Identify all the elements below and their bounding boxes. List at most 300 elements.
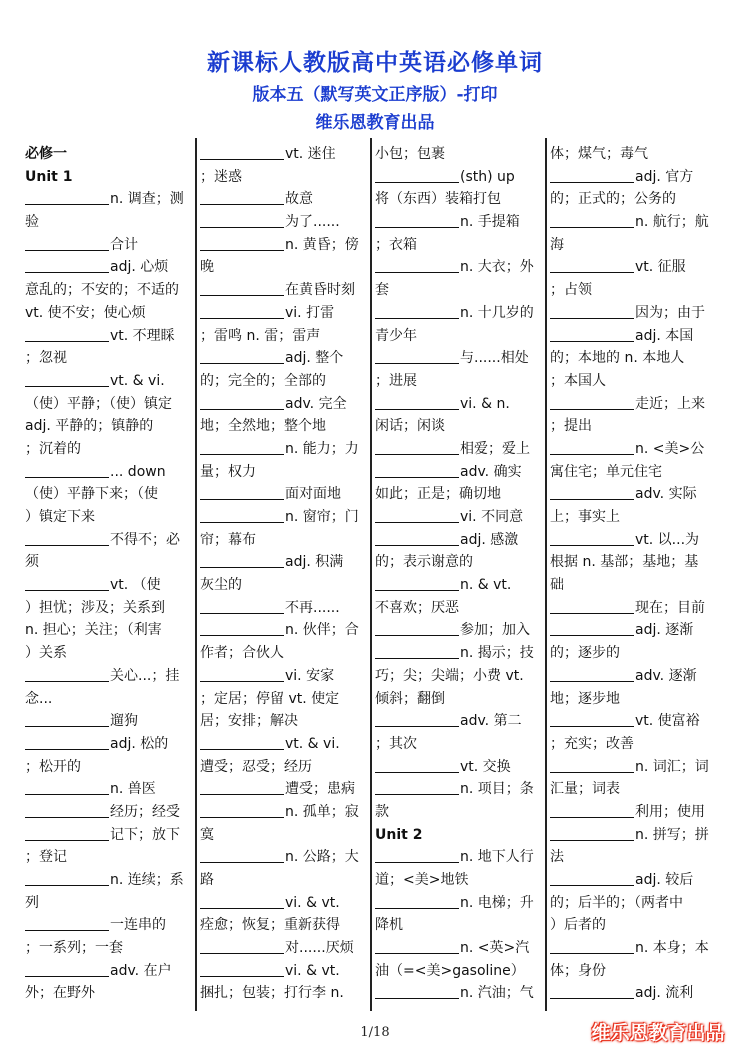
vocab-text: n. 兽医	[110, 781, 156, 798]
vocab-text: ；沉着的	[25, 440, 81, 457]
answer-blank	[375, 938, 459, 954]
vocab-line	[25, 960, 195, 983]
vocab-line	[550, 710, 720, 733]
answer-blank	[375, 893, 459, 909]
vocab-line	[550, 325, 720, 348]
answer-blank	[200, 961, 284, 977]
vocab-line	[200, 347, 370, 370]
answer-blank	[375, 394, 459, 410]
vocab-line	[25, 914, 195, 937]
vocab-text: 量；权力	[200, 463, 256, 480]
vocab-line	[25, 256, 195, 279]
vocab-text: 体；身份	[550, 962, 606, 979]
vocab-text: adj. 心烦	[110, 259, 169, 276]
vocab-text: adv. 逐渐	[635, 667, 697, 684]
vocab-text: ；松开的	[25, 758, 81, 775]
vocab-line	[550, 551, 720, 574]
answer-blank	[25, 915, 109, 931]
answer-blank	[375, 303, 459, 319]
vocab-text: 痊愈；恢复；重新获得	[200, 917, 340, 934]
vocab-line	[550, 756, 720, 779]
vocab-line	[25, 665, 195, 688]
vocab-line	[550, 279, 720, 302]
vocab-text: vt. 以...为	[635, 531, 700, 548]
vocab-line	[25, 642, 195, 665]
answer-blank	[25, 257, 109, 273]
vocab-text: n. 拼写；拼	[635, 826, 709, 843]
vocab-line	[200, 665, 370, 688]
answer-blank	[25, 870, 109, 886]
vocab-line	[25, 982, 195, 1005]
vocab-line	[200, 733, 370, 756]
vocab-line	[200, 529, 370, 552]
answer-blank	[200, 394, 284, 410]
vocab-text: ；迷惑	[200, 168, 242, 185]
vocab-line	[375, 438, 545, 461]
vocab-text: 遛狗	[110, 713, 138, 730]
section-heading	[25, 166, 195, 189]
answer-blank	[200, 484, 284, 500]
vocab-text: adj. 感激	[460, 531, 519, 548]
vocab-line	[550, 892, 720, 915]
vocab-line	[25, 438, 195, 461]
answer-blank	[200, 802, 284, 818]
vocab-text: 遭受；忍受；经历	[200, 758, 312, 775]
vocab-text: adj. 积满	[285, 554, 344, 571]
vocab-line	[25, 325, 195, 348]
vocab-text: n. & vt.	[460, 577, 512, 594]
answer-blank	[200, 893, 284, 909]
vocab-line	[200, 574, 370, 597]
answer-blank	[25, 666, 109, 682]
vocab-text: 须	[25, 554, 39, 571]
vocab-text: 晚	[200, 259, 214, 276]
vocab-line	[375, 733, 545, 756]
answer-blank	[550, 938, 634, 954]
vocab-line	[25, 302, 195, 325]
vocab-line	[375, 960, 545, 983]
vocab-text: 不喜欢；厌恶	[375, 599, 459, 616]
vocab-line	[200, 688, 370, 711]
answer-blank	[550, 802, 634, 818]
answer-blank	[550, 303, 634, 319]
vocab-text: 的；逐步的	[550, 645, 620, 662]
vocab-line	[550, 370, 720, 393]
vocab-line	[375, 279, 545, 302]
answer-blank	[550, 530, 634, 546]
vocab-line	[25, 824, 195, 847]
vocab-text: ；本国人	[550, 372, 606, 389]
vocab-text: 小包；包裹	[375, 146, 445, 162]
vocab-line	[550, 619, 720, 642]
answer-blank	[25, 462, 109, 478]
vocab-text: n. 孤单；寂	[285, 803, 359, 820]
answer-blank	[375, 575, 459, 591]
vocab-text: 灰尘的	[200, 577, 242, 594]
vocab-text: (sth) up	[460, 168, 515, 185]
vocab-text: n. 黄昏；傍	[285, 236, 359, 253]
vocab-text: 列	[25, 894, 39, 911]
vocab-line	[200, 393, 370, 416]
answer-blank	[25, 530, 109, 546]
vocab-line	[550, 960, 720, 983]
vocab-text: 的；正式的；公务的	[550, 191, 676, 208]
vocab-text: adj. 官方	[635, 168, 694, 185]
vocab-line	[200, 778, 370, 801]
answer-blank	[200, 144, 284, 160]
vocab-line	[200, 166, 370, 189]
vocab-line	[550, 642, 720, 665]
vocab-text: n. 项目；条	[460, 781, 534, 798]
vocab-text: adj. 松的	[110, 735, 169, 752]
vocab-line	[200, 506, 370, 529]
answer-blank	[550, 757, 634, 773]
answer-blank	[550, 598, 634, 614]
vocab-text: vt. & vi.	[110, 372, 165, 389]
answer-blank	[200, 734, 284, 750]
vocab-text: 的；后半的；（两者中	[550, 894, 683, 911]
vocab-line	[25, 597, 195, 620]
answer-blank	[25, 779, 109, 795]
answer-blank	[200, 280, 284, 296]
vocab-text: adj. 平静的；镇静的	[25, 418, 154, 435]
vocab-text: 为了......	[285, 214, 340, 231]
vocab-text: adv. 第二	[460, 713, 522, 730]
vocab-text: n. 伙伴；合	[285, 622, 359, 639]
vocab-column-3	[375, 143, 545, 1005]
answer-blank	[375, 530, 459, 546]
vocab-text: 上；事实上	[550, 509, 620, 525]
vocab-text: n. 能力；力	[285, 440, 359, 457]
vocab-line	[200, 846, 370, 869]
vocab-text: 海	[550, 236, 564, 253]
vocab-line	[25, 551, 195, 574]
answer-blank	[25, 825, 109, 841]
vocab-line	[25, 506, 195, 529]
vocab-text: n. 公路；大	[285, 849, 359, 866]
answer-blank	[25, 802, 109, 818]
vocab-text: 走近；上来	[635, 395, 705, 412]
vocab-text: vt. （使	[110, 577, 161, 594]
vocab-line	[25, 756, 195, 779]
vocab-line	[375, 710, 545, 733]
vocab-line	[550, 574, 720, 597]
vocab-text: 意乱的；不安的；不适的	[25, 282, 179, 299]
vocab-line	[200, 370, 370, 393]
vocab-text: 捆扎；包装；打行李 n.	[200, 985, 344, 1002]
vocab-line	[25, 869, 195, 892]
answer-blank	[375, 167, 459, 183]
vocab-line	[375, 688, 545, 711]
answer-blank	[25, 711, 109, 727]
vocab-line	[550, 846, 720, 869]
vocab-text: ；忽视	[25, 350, 67, 367]
answer-blank	[200, 439, 284, 455]
vocab-line	[25, 188, 195, 211]
vocab-line	[25, 937, 195, 960]
vocab-line	[200, 325, 370, 348]
vocab-text: vi. 安家	[285, 667, 335, 684]
vocab-text: n. <美>公	[635, 440, 705, 457]
vocab-text: 地；全然地；整个地	[200, 418, 326, 435]
vocab-line	[25, 370, 195, 393]
vocab-line	[375, 551, 545, 574]
vocab-text: 经历；经受	[110, 803, 180, 820]
vocab-line	[200, 756, 370, 779]
vocab-text: 与......相处	[460, 350, 529, 367]
vocab-line	[550, 393, 720, 416]
vocab-text: 在黄昏时刻	[285, 282, 355, 299]
vocab-line	[375, 778, 545, 801]
vocab-text: 寓住宅；单元住宅	[550, 463, 662, 480]
vocab-line	[375, 256, 545, 279]
vocab-line	[550, 801, 720, 824]
vocab-text: 的；本地的 n. 本地人	[550, 350, 685, 367]
vocab-line	[550, 302, 720, 325]
answer-blank	[200, 235, 284, 251]
vocab-text: 对......厌烦	[285, 940, 354, 957]
vocab-line	[375, 234, 545, 257]
vocab-line	[200, 415, 370, 438]
vocab-line	[200, 302, 370, 325]
answer-blank	[375, 212, 459, 228]
vocab-text: 面对面地	[285, 486, 341, 503]
vocab-text: 油（=<美>gasoline）	[375, 962, 525, 979]
vocab-text: 体；煤气；毒气	[550, 146, 648, 162]
vocab-line	[550, 256, 720, 279]
vocab-text: 汇量；词表	[550, 781, 620, 798]
vocab-text: n. 航行；航	[635, 214, 709, 231]
vocab-line	[550, 778, 720, 801]
vocab-line	[375, 937, 545, 960]
vocab-text: 现在；目前	[635, 599, 705, 616]
vocab-text: 的；完全的；全部的	[200, 372, 326, 389]
answer-blank	[550, 484, 634, 500]
vocab-text: 念...	[25, 690, 53, 707]
answer-blank	[375, 348, 459, 364]
vocab-text: Unit 1	[25, 168, 73, 185]
vocab-text: 帘；幕布	[200, 531, 256, 548]
vocab-text: vt. 征服	[635, 259, 686, 276]
answer-blank	[200, 552, 284, 568]
answer-blank	[550, 666, 634, 682]
vocab-line	[200, 188, 370, 211]
answer-blank	[200, 938, 284, 954]
vocab-line	[375, 619, 545, 642]
vocab-line	[200, 642, 370, 665]
answer-blank	[25, 371, 109, 387]
vocab-line	[550, 461, 720, 484]
answer-blank	[25, 326, 109, 342]
page-subtitle: 版本五（默写英文正序版）-打印	[252, 85, 498, 105]
vocab-line	[25, 846, 195, 869]
vocab-line	[375, 325, 545, 348]
vocab-text: 如此；正是；确切地	[375, 486, 501, 503]
vocab-line	[375, 483, 545, 506]
vocab-line	[375, 461, 545, 484]
vocab-text: 将（东西）装箱打包	[375, 191, 501, 208]
column-divider	[370, 138, 372, 1011]
vocab-text: adj. 流利	[635, 985, 694, 1002]
vocab-line	[550, 415, 720, 438]
vocab-text: ；占领	[550, 282, 592, 299]
answer-blank	[550, 167, 634, 183]
answer-blank	[375, 439, 459, 455]
vocab-line	[200, 892, 370, 915]
vocab-line	[25, 529, 195, 552]
vocab-line	[375, 347, 545, 370]
vocab-line	[375, 302, 545, 325]
vocab-line	[375, 597, 545, 620]
vocab-text: 寞	[200, 826, 214, 843]
answer-blank	[200, 666, 284, 682]
answer-blank	[550, 825, 634, 841]
vocab-line	[375, 914, 545, 937]
vocab-line	[200, 597, 370, 620]
vocab-text: n. 手提箱	[460, 214, 520, 231]
publisher-line: 维乐恩教育出品	[315, 113, 435, 133]
answer-blank	[375, 643, 459, 659]
vocab-text: ）后者的	[550, 917, 606, 934]
answer-blank	[550, 870, 634, 886]
vocab-line	[550, 234, 720, 257]
vocab-text: 降机	[375, 917, 403, 934]
vocab-line	[200, 801, 370, 824]
column-divider	[545, 138, 547, 1011]
vocab-text: vi. & vt.	[285, 894, 340, 911]
vocab-text: vi. 不同意	[460, 509, 524, 525]
vocab-line	[200, 234, 370, 257]
vocab-text: adj. 逐渐	[635, 622, 694, 639]
answer-blank	[200, 212, 284, 228]
vocab-line	[200, 483, 370, 506]
vocab-text: n. 十几岁的	[460, 304, 534, 321]
vocab-line	[25, 778, 195, 801]
answer-blank	[375, 757, 459, 773]
vocab-text: 道；<美>地铁	[375, 872, 469, 888]
answer-blank	[375, 462, 459, 478]
vocab-text: 遭受；患病	[285, 781, 355, 798]
vocab-text: ；登记	[25, 849, 67, 866]
vocab-line	[200, 982, 370, 1005]
vocab-text: ；定居；停留 vt. 使定	[200, 690, 340, 707]
vocab-line	[25, 892, 195, 915]
vocab-text: 青少年	[375, 327, 417, 344]
vocab-line	[200, 438, 370, 461]
vocab-text: n. 词汇；词	[635, 758, 709, 775]
answer-blank	[375, 983, 459, 999]
vocab-text: adj. 较后	[635, 872, 694, 888]
vocab-text: 倾斜；翻倒	[375, 690, 445, 707]
vocab-text: 故意	[285, 191, 313, 208]
vocab-text: ）担忧；涉及；关系到	[25, 599, 165, 616]
answer-blank	[550, 257, 634, 273]
vocab-line	[200, 869, 370, 892]
answer-blank	[25, 734, 109, 750]
vocab-line	[550, 483, 720, 506]
vocab-line	[375, 166, 545, 189]
vocab-text: 验	[25, 214, 39, 231]
answer-blank	[550, 983, 634, 999]
vocab-column-4	[550, 143, 720, 1005]
answer-blank	[200, 303, 284, 319]
answer-blank	[200, 348, 284, 364]
vocab-line	[375, 574, 545, 597]
watermark-logo: 维乐恩教育出品	[591, 1021, 725, 1044]
vocab-line	[200, 211, 370, 234]
answer-blank	[375, 847, 459, 863]
answer-blank	[200, 779, 284, 795]
vocab-line	[25, 415, 195, 438]
vocab-line	[200, 461, 370, 484]
vocab-line	[25, 483, 195, 506]
vocab-line	[375, 529, 545, 552]
vocab-text: 居；安排；解决	[200, 713, 298, 730]
vocab-text: ；一系列；一套	[25, 940, 123, 957]
section-heading	[375, 824, 545, 847]
answer-blank	[375, 257, 459, 273]
vocab-line	[25, 234, 195, 257]
vocab-line	[550, 982, 720, 1005]
vocab-text: adv. 确实	[460, 463, 522, 480]
vocab-text: 不得不；必	[110, 531, 180, 548]
vocab-text: 合计	[110, 236, 138, 253]
vocab-text: adv. 在户	[110, 962, 172, 979]
answer-blank	[200, 620, 284, 636]
answer-blank	[550, 212, 634, 228]
vocab-text: n. <英>汽	[460, 940, 530, 957]
vocab-line	[375, 846, 545, 869]
vocab-line	[200, 914, 370, 937]
answer-blank	[200, 507, 284, 523]
answer-blank	[550, 394, 634, 410]
column-divider	[195, 138, 197, 1011]
vocab-line	[550, 597, 720, 620]
vocab-text: 因为；由于	[635, 304, 705, 321]
vocab-line	[375, 415, 545, 438]
vocab-line	[25, 619, 195, 642]
answer-blank	[25, 189, 109, 205]
vocab-line	[25, 393, 195, 416]
vocab-text: 础	[550, 577, 564, 594]
vocab-line	[200, 256, 370, 279]
vocab-line	[25, 801, 195, 824]
vocab-text: 外；在野外	[25, 985, 95, 1002]
vocab-text: Unit 2	[375, 826, 423, 843]
vocab-text: vt. 使富裕	[635, 713, 700, 730]
vocab-line	[550, 688, 720, 711]
vocab-column-2	[200, 143, 370, 1005]
vocab-text: ；衣箱	[375, 236, 417, 253]
vocab-text: adv. 实际	[635, 486, 697, 503]
vocab-line	[375, 756, 545, 779]
page-number: 1/18	[360, 1025, 390, 1040]
vocab-text: vt. 不理睬	[110, 327, 175, 344]
vocab-line	[200, 960, 370, 983]
vocab-text: 款	[375, 803, 389, 820]
vocab-text: 关心...；挂	[110, 667, 180, 684]
answer-blank	[25, 235, 109, 251]
vocab-line	[25, 211, 195, 234]
answer-blank	[25, 575, 109, 591]
vocab-line	[550, 188, 720, 211]
vocab-line	[375, 892, 545, 915]
answer-blank	[375, 711, 459, 727]
vocab-text: n. 连续；系	[110, 872, 184, 888]
answer-blank	[375, 779, 459, 795]
answer-blank	[375, 507, 459, 523]
vocab-text: ；进展	[375, 372, 417, 389]
